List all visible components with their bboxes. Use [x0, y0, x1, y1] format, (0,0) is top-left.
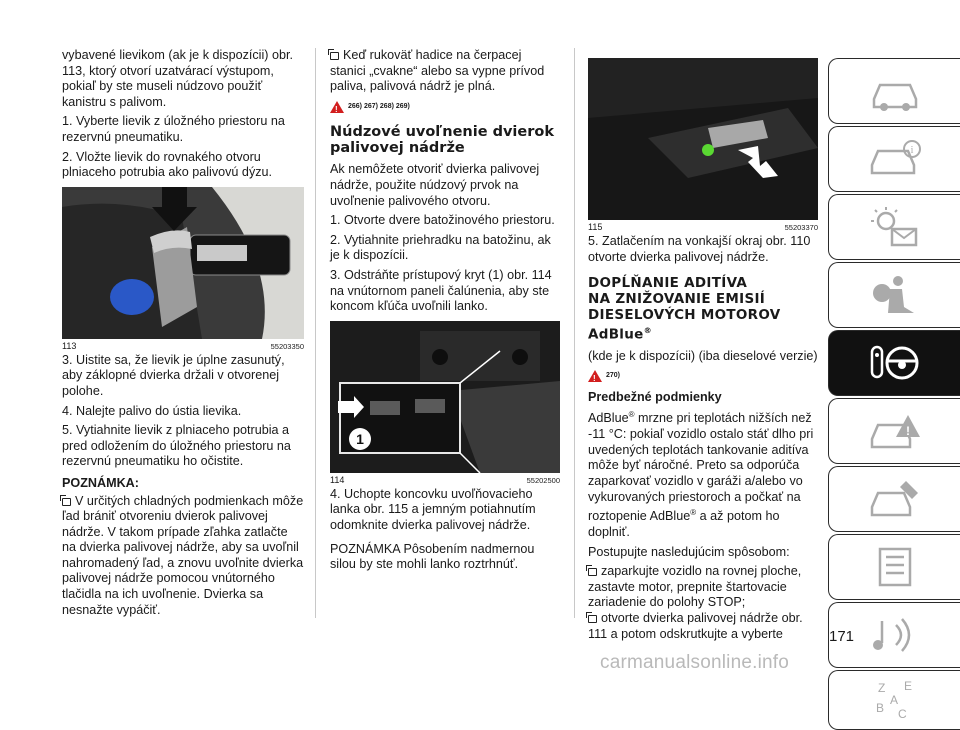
figure-115-release-cable: [588, 58, 818, 220]
column-right: [588, 48, 818, 646]
figure-113-caption: [62, 341, 304, 352]
key-steering-icon: [868, 341, 922, 385]
step-3: 3. Uistite sa, že lievik je úplne zasunutý, aby záklopné dvierka držali v otvorenej polohe.: [62, 352, 285, 398]
figure-114-trunk: [330, 321, 560, 473]
step-2: 2. Vložte lievik do rovnakého otvoru plniaceho potrubia ako palivovú dýzu.: [62, 149, 273, 180]
step-1: 1. Otvorte dvere batožinového priestoru.: [330, 213, 555, 228]
page-number: 171: [829, 628, 855, 645]
svg-text:E: E: [903, 679, 912, 693]
bullet-item: zaparkujte vozidlo na rovnej ploche, zastavte motor, prepnite štartovacie zariadenie do polohy STOP;: [588, 564, 802, 610]
watermark: carmanualsonline.info: [600, 652, 790, 673]
availability-note: (kde je k dispozícii) (iba dieselové verzie): [588, 348, 818, 363]
svg-text:C: C: [897, 707, 907, 721]
svg-text:Z: Z: [877, 681, 885, 695]
figure-114-caption: [330, 475, 560, 486]
figure-code: 55202500: [526, 475, 560, 485]
figure-code: 55203350: [270, 341, 304, 351]
paragraph-procedure: Postupujte nasledujúcim spôsobom:: [588, 544, 790, 559]
svg-text:B: B: [875, 701, 884, 715]
svg-text:A: A: [889, 693, 898, 707]
tab-car-service[interactable]: [828, 466, 960, 532]
warning-triangle-icon: [588, 370, 602, 382]
svg-text:!: !: [905, 424, 910, 438]
warning-refs: ! 270): [588, 368, 818, 384]
checkbox-bullet-icon: [330, 52, 339, 60]
airbag-person-icon: [868, 273, 922, 317]
tab-lights-mail[interactable]: [828, 194, 960, 260]
tab-car-dashboard[interactable]: [828, 58, 960, 124]
figure-113-funnel: [62, 187, 304, 339]
tab-specs-list[interactable]: [828, 534, 960, 600]
column-divider: [574, 48, 575, 618]
bullet-item: otvorte dvierka palivovej nádrže obr. 111 a potom odskrutkujte a vyberte: [588, 610, 803, 641]
warning-triangle-icon: [330, 101, 344, 113]
tab-car-info[interactable]: [828, 126, 960, 192]
note-heading: POZNÁMKA:: [62, 475, 139, 490]
step-2: 2. Vytiahnite priehradku na batožinu, ak je k dispozícii.: [330, 232, 551, 263]
paragraph-intro: vybavené lievikom (ak je k dispozícii) obr. 113, ktorý otvorí uzatvárací výstupom, pokiaľ by ste museli núdzovo použiť kanistru s palivom.: [62, 48, 293, 109]
note-text: V určitých chladných podmienkach môže ľad brániť otvoreniu dvierok palivovej nádrže. V takom prípade zľahka zatlačte na dvierka palivovej nádrže, aby sa uvoľnil nahromadený ľad, a znovu uvoľnite dvierka palivovej nádrže pomocou vnútorného tlačidla na ich uvoľnenie. Dvierka sa nesnažte vypáčiť.: [62, 493, 304, 617]
column-middle: [330, 48, 560, 577]
paragraph-conditions: AdBlue® mrzne pri teplotách nižších než -11 °C: pokiaľ vozidlo ostalo stáť dlho pri uvedených teplotách tankovanie aditíva môže byť náročné. Preto sa odporúča zaparkovať vozidlo v garáži a/alebo vo vykurovaných priestoroch a počkať na roztopenie AdBlue® a až potom ho doplniť.: [588, 410, 814, 539]
car-service-icon: [868, 477, 922, 521]
section-heading: Núdzové uvoľnenie dvierok palivovej nádrže: [330, 124, 554, 157]
figure-115-caption: [588, 222, 818, 233]
tab-car-warning[interactable]: [828, 398, 960, 464]
figure-number: 115: [588, 222, 603, 232]
figure-number: 114: [330, 474, 345, 485]
tab-key-steering[interactable]: [828, 330, 960, 396]
figure-callout: 1: [356, 430, 364, 447]
trunk-photo: [330, 321, 560, 473]
checkbox-bullet-icon: [588, 615, 597, 623]
media-icon: [868, 613, 922, 657]
tab-airbag-person[interactable]: [828, 262, 960, 328]
step-4: 4. Nalejte palivo do ústia lievika.: [62, 403, 242, 418]
column-left: [62, 48, 304, 622]
step-1: 1. Vyberte lievik z úložného priestoru na rezervnú pneumatiku.: [62, 114, 285, 144]
section-heading: DOPĹŇANIE ADITÍVA NA ZNIŽOVANIE EMISIÍ DIESELOVÝCH MOTOROV AdBlue®: [588, 275, 781, 343]
step-5: 5. Zatlačením na vonkajší okraj obr. 110 otvorte dvierka palivovej nádrže.: [588, 234, 811, 264]
subheading: Predbežné podmienky: [588, 389, 722, 404]
car-dashboard-icon: [868, 69, 922, 113]
funnel-photo: [62, 187, 304, 339]
step-3: 3. Odstráňte prístupový kryt (1) obr. 114 na vnútornom paneli čalúnenia, aby ste koncom kľúča uvoľnili lanko.: [330, 267, 552, 314]
warning-refs: ! 266) 267) 268) 269): [330, 99, 560, 115]
checkbox-bullet-icon: [62, 498, 71, 506]
step-5: 5. Vytiahnite lievik z plniaceho potrubia a pred odložením do úložného priestoru na rezervnú pneumatiku ho očistite.: [62, 423, 291, 469]
specs-list-icon: [868, 545, 922, 589]
column-divider: [315, 48, 316, 618]
paragraph-intro: Ak nemôžete otvoriť dvierka palivovej nádrže, použite núdzový prvok na uvoľnenie palivového otvoru.: [330, 162, 540, 208]
figure-number: 113: [62, 340, 77, 351]
bullet-item: Keď rukoväť hadice na čerpacej stanici „cvakne“ alebo sa vypne prívod paliva, palivová nádrž je plná.: [330, 48, 545, 94]
svg-text:i: i: [910, 145, 913, 156]
index-abc-icon: [868, 678, 922, 722]
note-text: POZNÁMKA Pôsobením nadmernou silou by ste mohli lanko roztrhnúť.: [330, 541, 535, 572]
tab-index[interactable]: [828, 670, 960, 730]
lights-mail-icon: [868, 205, 922, 249]
car-warning-icon: [868, 409, 922, 453]
release-cable-photo: [588, 58, 818, 220]
figure-code: 55203370: [784, 223, 818, 232]
checkbox-bullet-icon: [588, 568, 597, 576]
step-4: 4. Uchopte koncovku uvoľňovacieho lanka obr. 115 a jemným potiahnutím odomknite dvierka palivovej nádrže.: [330, 486, 536, 532]
car-info-icon: [868, 137, 922, 181]
